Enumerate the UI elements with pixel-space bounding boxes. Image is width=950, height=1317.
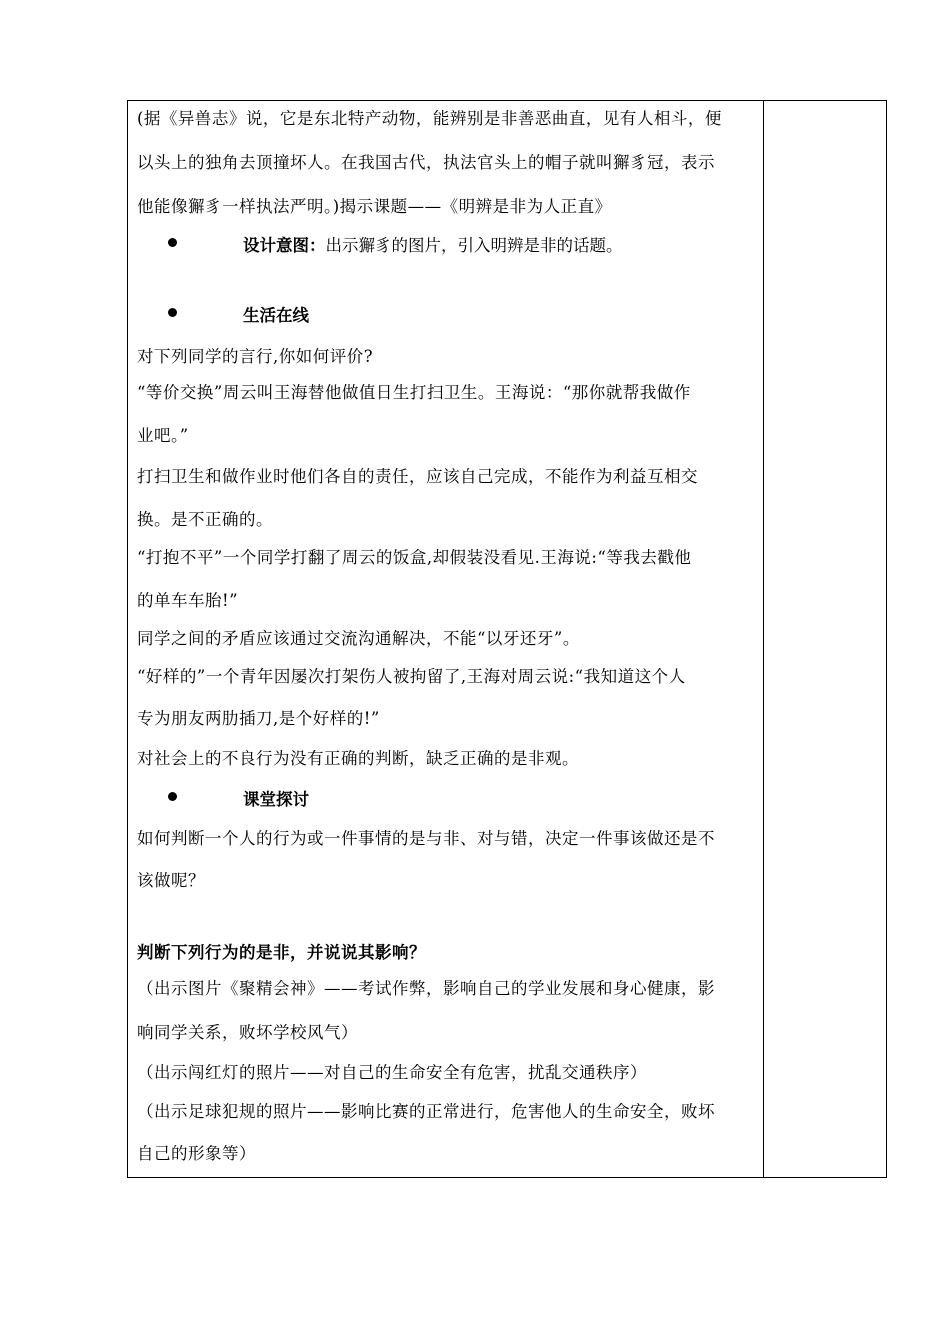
section1-line: 对社会上的不良行为没有正确的判断，缺乏正确的是非观。 [137,749,579,768]
content-cell [128,101,763,1177]
section1-line: “打抱不平”一个同学打翻了周云的饭盒,却假装没看见.王海说:“等我去戳他 [137,548,692,567]
bullet-icon [168,792,177,801]
section1-line: 的单车车胎!” [137,591,239,610]
section2-line: 如何判断一个人的行为或一件事情的是与非、对与错，决定一件事该做还是不 [137,829,715,848]
section3-line: （出示图片《聚精会神》——考试作弊，影响自己的学业发展和身心健康，影 [137,979,715,998]
bullet-icon [168,238,177,247]
section3-line: （出示足球犯规的照片——影响比赛的正常进行，危害他人的生命安全，败坏 [137,1102,715,1121]
column-divider [763,101,764,1177]
section1-line: “好样的”一个青年因屡次打架伤人被拘留了,王海对周云说:“我知道这个人 [137,667,686,686]
lesson-table [127,100,887,1178]
section1-line: 换。是不正确的。 [137,510,273,529]
section1-line: 专为朋友两肋插刀,是个好样的!” [137,709,380,728]
section1-line: 对下列同学的言行,你如何评价? [137,347,374,366]
design-intent [243,232,623,256]
section-title-class-discussion: 课堂探讨 [243,790,309,809]
section1-line: 打扫卫生和做作业时他们各自的责任，应该自己完成，不能作为利益互相交 [137,467,698,486]
intro-line-2: 以头上的独角去顶撞坏人。在我国古代，执法官头上的帽子就叫獬豸冠，表示 [137,153,715,172]
section3-line: 自己的形象等） [137,1144,256,1163]
section1-line: 业吧。” [137,426,189,445]
intro-line-3: 他能像獬豸一样执法严明。)揭示课题——《明辨是非为人正直》 [137,197,612,216]
section3-line: 响同学关系，败坏学校风气） [137,1023,358,1042]
section1-line: “等价交换”周云叫王海替他做值日生打扫卫生。王海说：“那你就帮我做作 [137,383,691,402]
section-title-life-online: 生活在线 [243,306,309,325]
section3-title: 判断下列行为的是非，并说说其影响？ [137,943,426,962]
bullet-icon [168,308,177,317]
design-intent-label: 设计意图： [243,236,326,255]
section1-line: 同学之间的矛盾应该通过交流沟通解决，不能“以牙还牙”。 [137,629,580,648]
intro-line-1: (据《异兽志》说，它是东北特产动物，能辨别是非善恶曲直，见有人相斗，便 [137,109,722,128]
design-intent-text: 出示獬豸的图片，引入明辨是非的话题。 [325,236,623,255]
section3-line: （出示闯红灯的照片——对自己的生命安全有危害，扰乱交通秩序） [137,1063,647,1082]
section2-line: 该做呢？ [137,871,205,890]
